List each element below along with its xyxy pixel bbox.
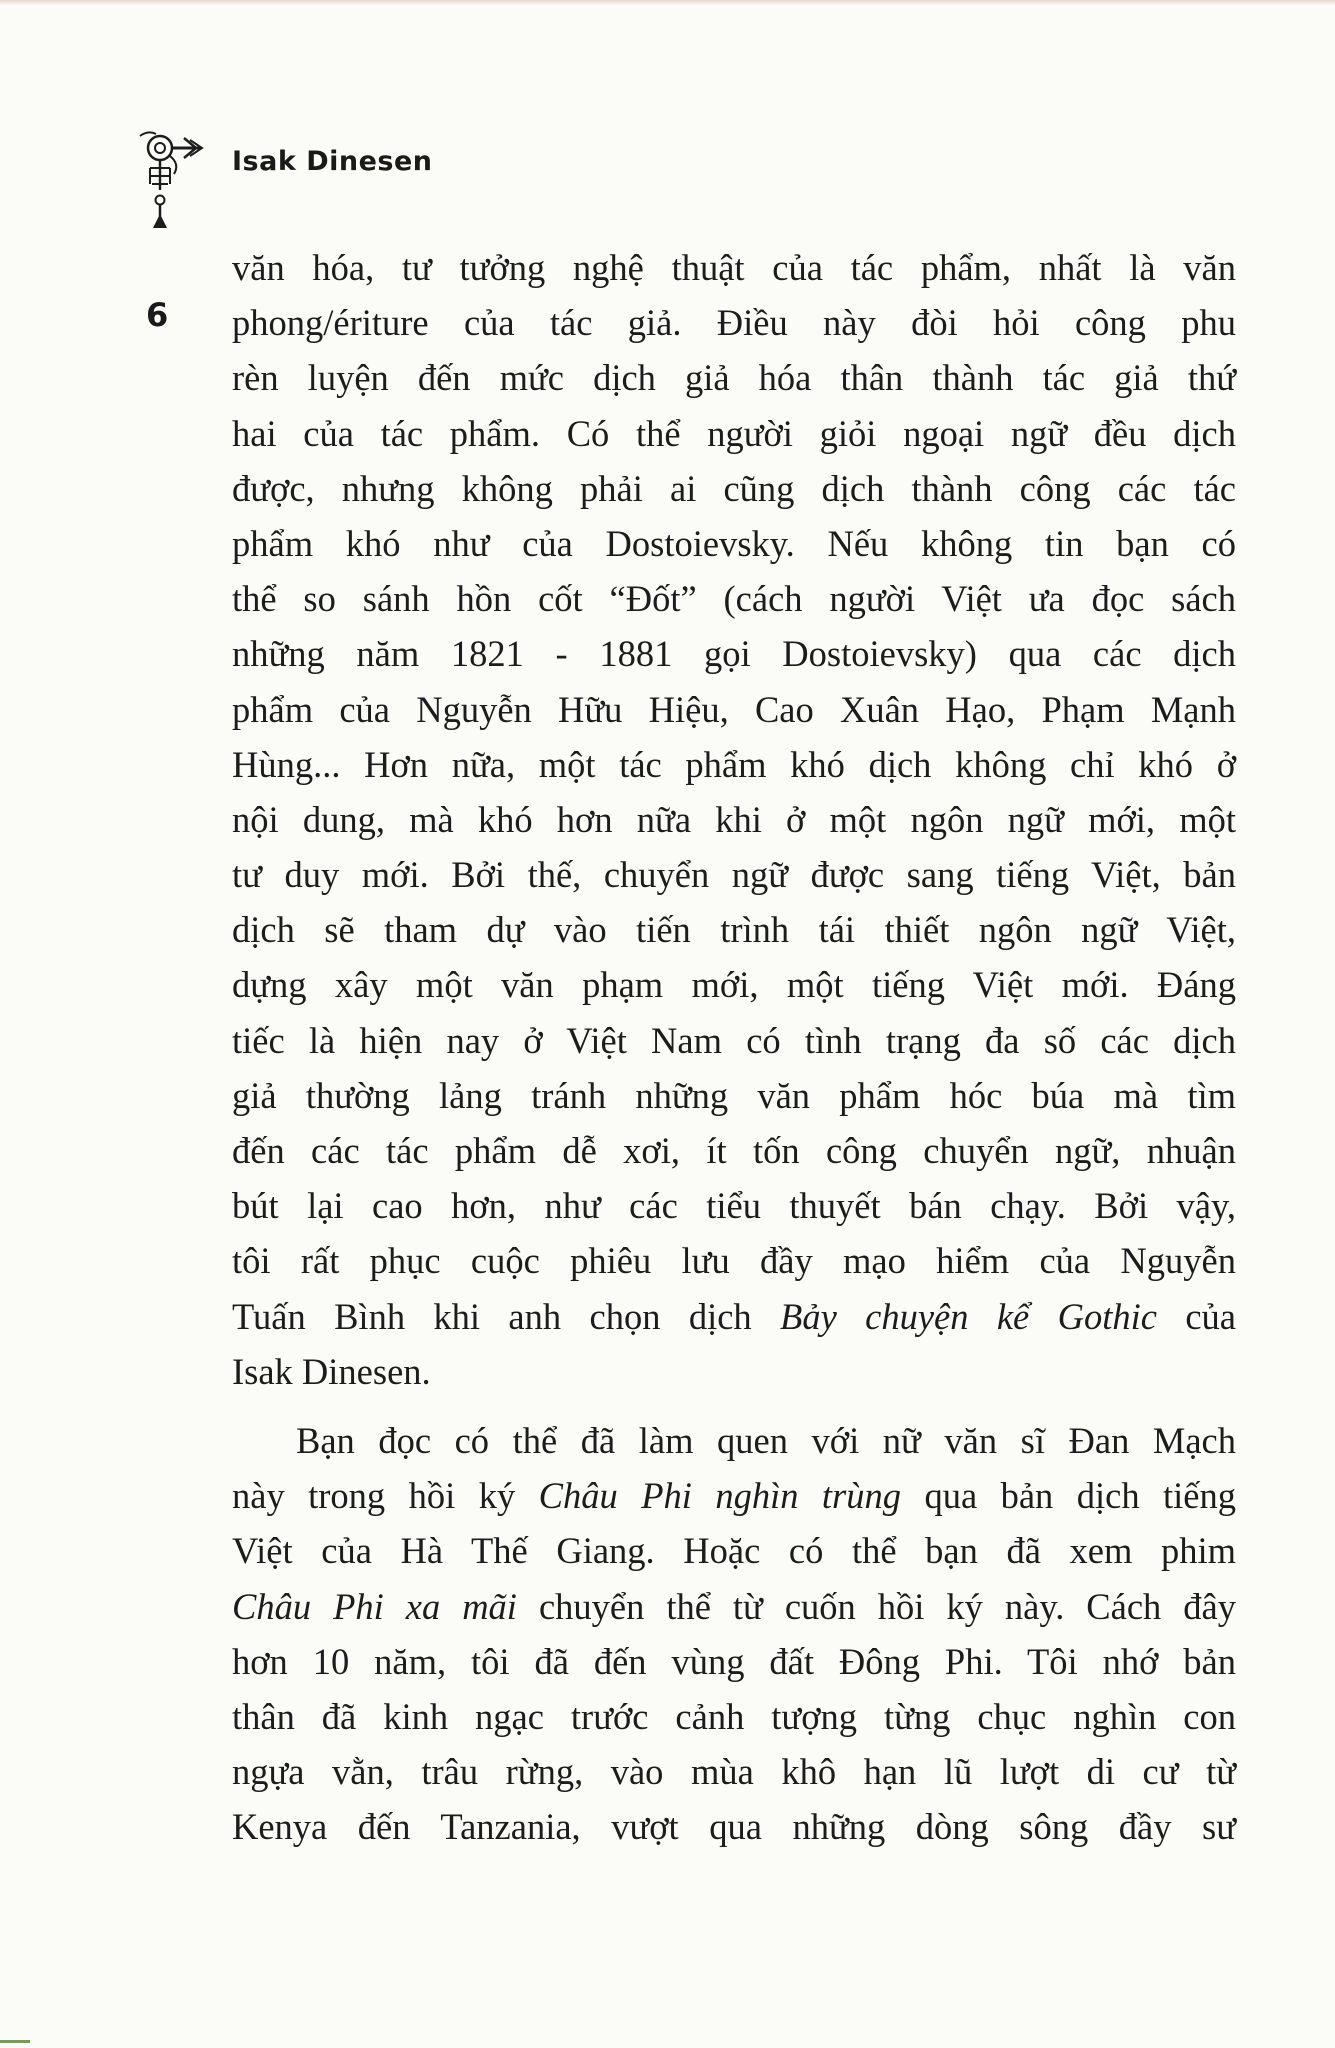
text-line: rèn luyện đến mức dịch giả hóa thân thành tác giả thứ	[232, 357, 1236, 399]
paragraph	[232, 240, 1236, 1399]
text-line: thân đã kinh ngạc trước cảnh tượng từng chục nghìn con	[232, 1695, 1236, 1737]
text-line: tư duy mới. Bởi thế, chuyển ngữ được sang tiếng Việt, bản	[232, 854, 1236, 896]
text-line: giả thường lảng tránh những văn phẩm hóc búa mà tìm	[232, 1074, 1236, 1116]
text-run: của	[1156, 1295, 1236, 1337]
text-line: phong/ériture của tác giả. Điều này đòi hỏi công phu	[232, 302, 1236, 344]
text-line: dịch sẽ tham dự vào tiến trình tái thiết ngôn ngữ Việt,	[232, 909, 1236, 951]
paragraph-gap	[232, 1399, 1236, 1413]
text-line: Isak Dinesen.	[232, 1350, 431, 1392]
text-line: Hùng... Hơn nữa, một tác phẩm khó dịch không chỉ khó ở	[232, 743, 1236, 785]
text-run: này trong hồi ký	[232, 1475, 539, 1517]
text-line: những năm 1821 - 1881 gọi Dostoievsky) qua các dịch	[232, 633, 1236, 675]
text-line: hai của tác phẩm. Có thể người giỏi ngoại ngữ đều dịch	[232, 412, 1236, 454]
paragraph	[232, 1413, 1236, 1855]
body-text	[232, 240, 1236, 1854]
text-run: qua bản dịch tiếng	[901, 1475, 1236, 1517]
text-line: bút lại cao hơn, như các tiểu thuyết bán chạy. Bởi vậy,	[232, 1185, 1236, 1227]
text-line: Kenya đến Tanzania, vượt qua những dòng sông đầy sư	[232, 1806, 1236, 1848]
text-line: được, nhưng không phải ai cũng dịch thành công các tác	[232, 467, 1236, 509]
text-line: thể so sánh hồn cốt “Đốt” (cách người Việt ưa đọc sách	[232, 578, 1236, 620]
text-line: phẩm của Nguyễn Hữu Hiệu, Cao Xuân Hạo, Phạm Mạnh	[232, 688, 1236, 730]
text-line: phẩm khó như của Dostoievsky. Nếu không tin bạn có	[232, 522, 1236, 564]
decorative-ornament-icon	[134, 128, 214, 288]
text-line: dựng xây một văn phạm mới, một tiếng Việt mới. Đáng	[232, 964, 1236, 1006]
text-line	[232, 1579, 1236, 1634]
text-run: Tuấn Bình khi anh chọn dịch	[232, 1295, 781, 1337]
running-header-author: Isak Dinesen	[232, 146, 433, 177]
text-line: tiếc là hiện nay ở Việt Nam có tình trạng đa số các dịch	[232, 1019, 1236, 1061]
book-title: Châu Phi nghìn trùng	[538, 1475, 901, 1517]
page-top-edge	[0, 0, 1335, 5]
text-line: văn hóa, tư tưởng nghệ thuật của tác phẩm, nhất là văn	[232, 247, 1236, 288]
text-line: đến các tác phẩm dễ xơi, ít tốn công chuyển ngữ, nhuận	[232, 1130, 1236, 1171]
text-run: chuyển thể từ cuốn hồi ký này. Cách đây	[516, 1585, 1236, 1627]
text-line	[232, 1468, 1236, 1523]
film-title: Châu Phi xa mãi	[232, 1585, 517, 1627]
text-line: hơn 10 năm, tôi đã đến vùng đất Đông Phi. Tôi nhớ bản	[232, 1640, 1236, 1682]
text-line: nội dung, mà khó hơn nữa khi ở một ngôn ngữ mới, một	[232, 798, 1236, 840]
scan-edge-mark	[0, 2040, 30, 2043]
text-line: ngựa vằn, trâu rừng, vào mùa khô hạn lũ lượt di cư từ	[232, 1751, 1236, 1793]
page-number: 6	[146, 296, 169, 334]
book-title: Bảy chuyện kể Gothic	[780, 1295, 1157, 1337]
text-line: Bạn đọc có thể đã làm quen với nữ văn sĩ Đan Mạch	[296, 1419, 1236, 1461]
text-line: tôi rất phục cuộc phiêu lưu đầy mạo hiểm của Nguyễn	[232, 1240, 1236, 1282]
text-line	[232, 1289, 1236, 1344]
text-line: Việt của Hà Thế Giang. Hoặc có thể bạn đã xem phim	[232, 1530, 1236, 1572]
